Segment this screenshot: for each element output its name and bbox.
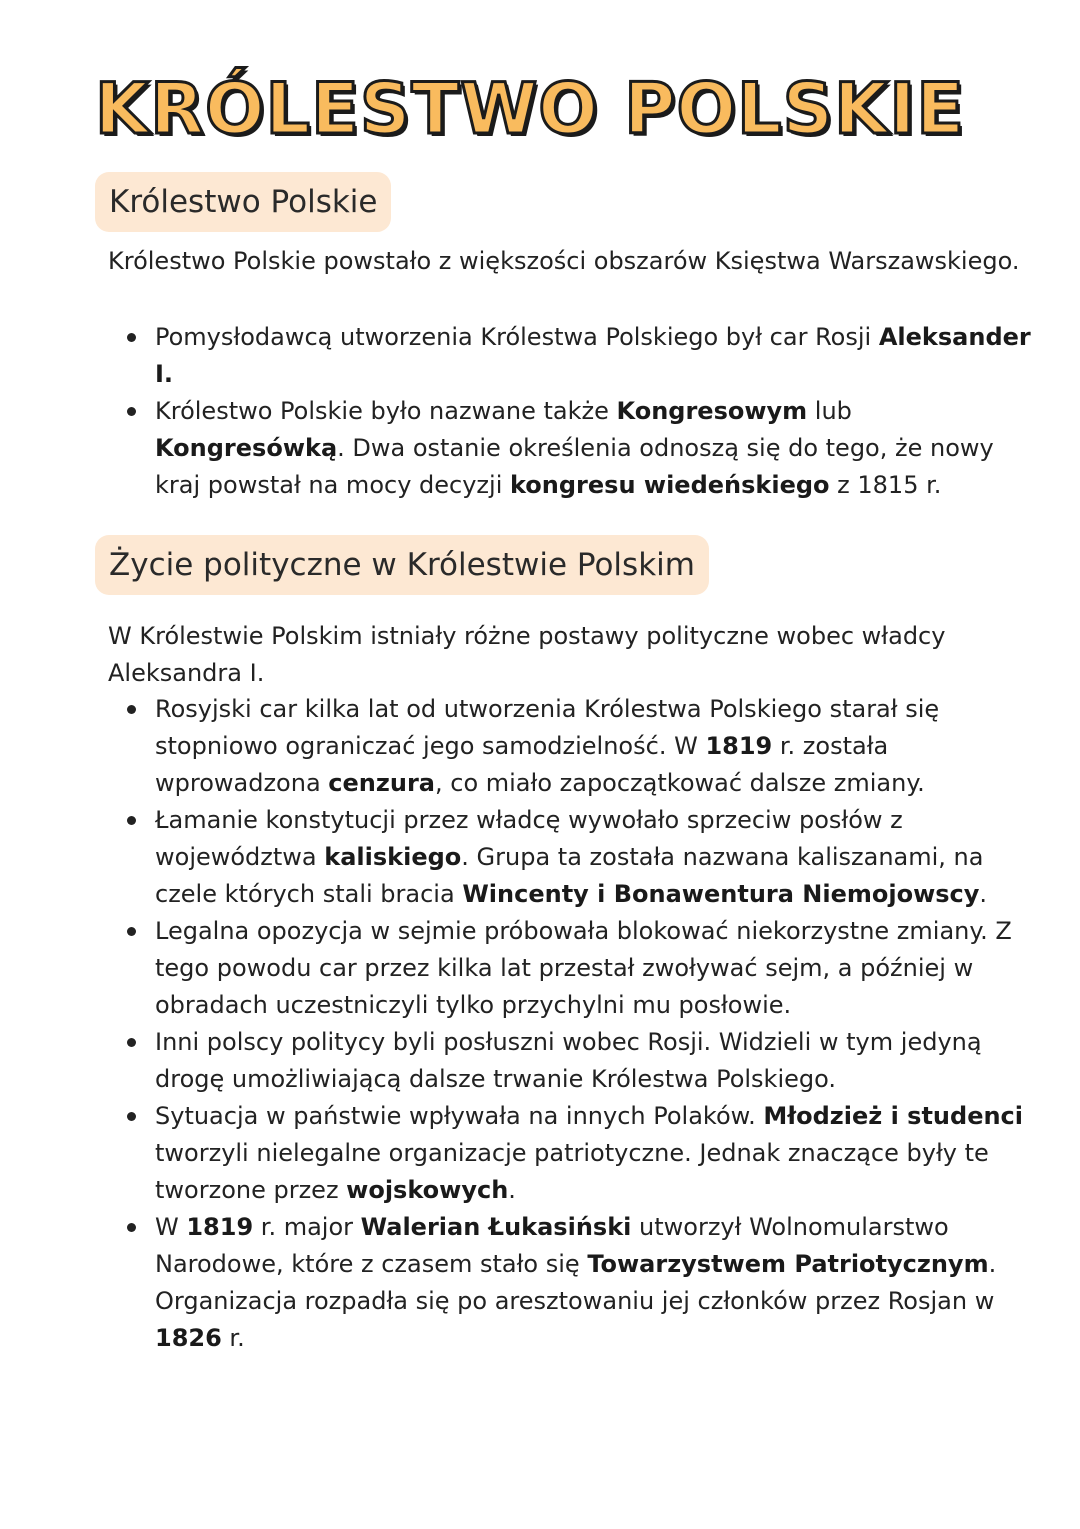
bullet-text: r. [221, 1324, 245, 1352]
bullet-list-krolestwo [108, 319, 1038, 504]
bullet-text: Legalna opozycja w sejmie próbowała blokować niekorzystne zmiany. Z tego powodu car przez kilka lat przestał zwoływać sejm, a później w obradach uczestniczyli tylko przychylni mu posłowie. [155, 917, 1012, 1019]
bullet-text: Inni polscy politycy byli posłuszni wobec Rosji. Widzieli w tym jedyną drogę umożliwiającą dalsze trwanie Królestwa Polskiego. [155, 1028, 982, 1093]
bullet-bold-text: Towarzystwem Patriotycznym [587, 1250, 989, 1278]
bullet-list-zycie-polityczne [108, 691, 1038, 1357]
bullet-text: . Grupa ta została nazwana kaliszanami, na czele których stali bracia [155, 843, 984, 908]
bullet-text: r. została wprowadzona [155, 732, 889, 797]
bullet-item [108, 802, 1038, 913]
bullet-bold-text: Kongresówką [155, 434, 338, 462]
bullet-text: z 1815 r. [829, 471, 942, 499]
bullet-text: . Organizacja rozpadła się po aresztowaniu jej członków przez Rosjan w [155, 1250, 997, 1315]
bullet-text: . Dwa ostanie określenia odnoszą się do tego, że nowy kraj powstał na mocy decyzji [155, 434, 994, 499]
bullet-text: tworzyli nielegalne organizacje patriotyczne. Jednak znaczące były te tworzone przez [155, 1139, 989, 1204]
bullet-text: Łamanie konstytucji przez władcę wywołało sprzeciw posłów z województwa [155, 806, 903, 871]
bullet-text: W [155, 1213, 187, 1241]
bullet-bold-text: wojskowych [346, 1176, 509, 1204]
bullet-text: , co miało zapoczątkować dalsze zmiany. [434, 769, 925, 797]
bullet-text: . [979, 880, 988, 908]
bullet-bold-text: 1826 [155, 1324, 222, 1352]
bullet-bold-text: 1819 [186, 1213, 254, 1241]
bullet-text: lub [807, 397, 852, 425]
bullet-item [108, 1209, 1038, 1357]
bullet-item [108, 913, 1038, 1024]
bullet-bold-text: 1819 [705, 732, 773, 760]
bullet-item [108, 691, 1038, 802]
bullet-item [108, 1024, 1038, 1098]
bullet-text: r. major [253, 1213, 361, 1241]
bullet-text: Pomysłodawcą utworzenia Królestwa Polskiego był car Rosji [155, 323, 879, 351]
bullet-bold-text: Młodzież i studenci [763, 1102, 1024, 1130]
section-heading-krolestwo: Królestwo Polskie [95, 172, 391, 232]
bullet-text: Sytuacja w państwie wpływała na innych Polaków. [155, 1102, 764, 1130]
bullet-text: utworzył Wolnomularstwo Narodowe, które z czasem stało się [155, 1213, 949, 1278]
bullet-item [108, 319, 1038, 393]
bullet-bold-text: Kongresowym [616, 397, 808, 425]
bullet-bold-text: kaliskiego [324, 843, 462, 871]
bullet-bold-text: Aleksander I. [155, 323, 1031, 388]
section-intro-zycie-polityczne: W Królestwie Polskim istniały różne postawy polityczne wobec władcy Aleksandra I. [108, 622, 946, 687]
bullet-bold-text: cenzura [328, 769, 435, 797]
page-title: KRÓLESTWO POLSKIE [94, 68, 966, 150]
bullet-bold-text: kongresu wiedeńskiego [509, 471, 830, 499]
bullet-item [108, 393, 1038, 504]
bullet-text: Rosyjski car kilka lat od utworzenia Królestwa Polskiego starał się stopniowo ograniczać jego samodzielność. W [155, 695, 940, 760]
section-intro-krolestwo: Królestwo Polskie powstało z większości obszarów Księstwa Warszawskiego. [108, 247, 1020, 275]
bullet-text: . [508, 1176, 516, 1204]
bullet-bold-text: Wincenty i Bonawentura Niemojowscy [462, 880, 980, 908]
section-heading-zycie-polityczne: Życie polityczne w Królestwie Polskim [95, 535, 709, 595]
bullet-item [108, 1098, 1038, 1209]
bullet-bold-text: Walerian Łukasiński [360, 1213, 632, 1241]
bullet-text: Królestwo Polskie było nazwane także [155, 397, 617, 425]
